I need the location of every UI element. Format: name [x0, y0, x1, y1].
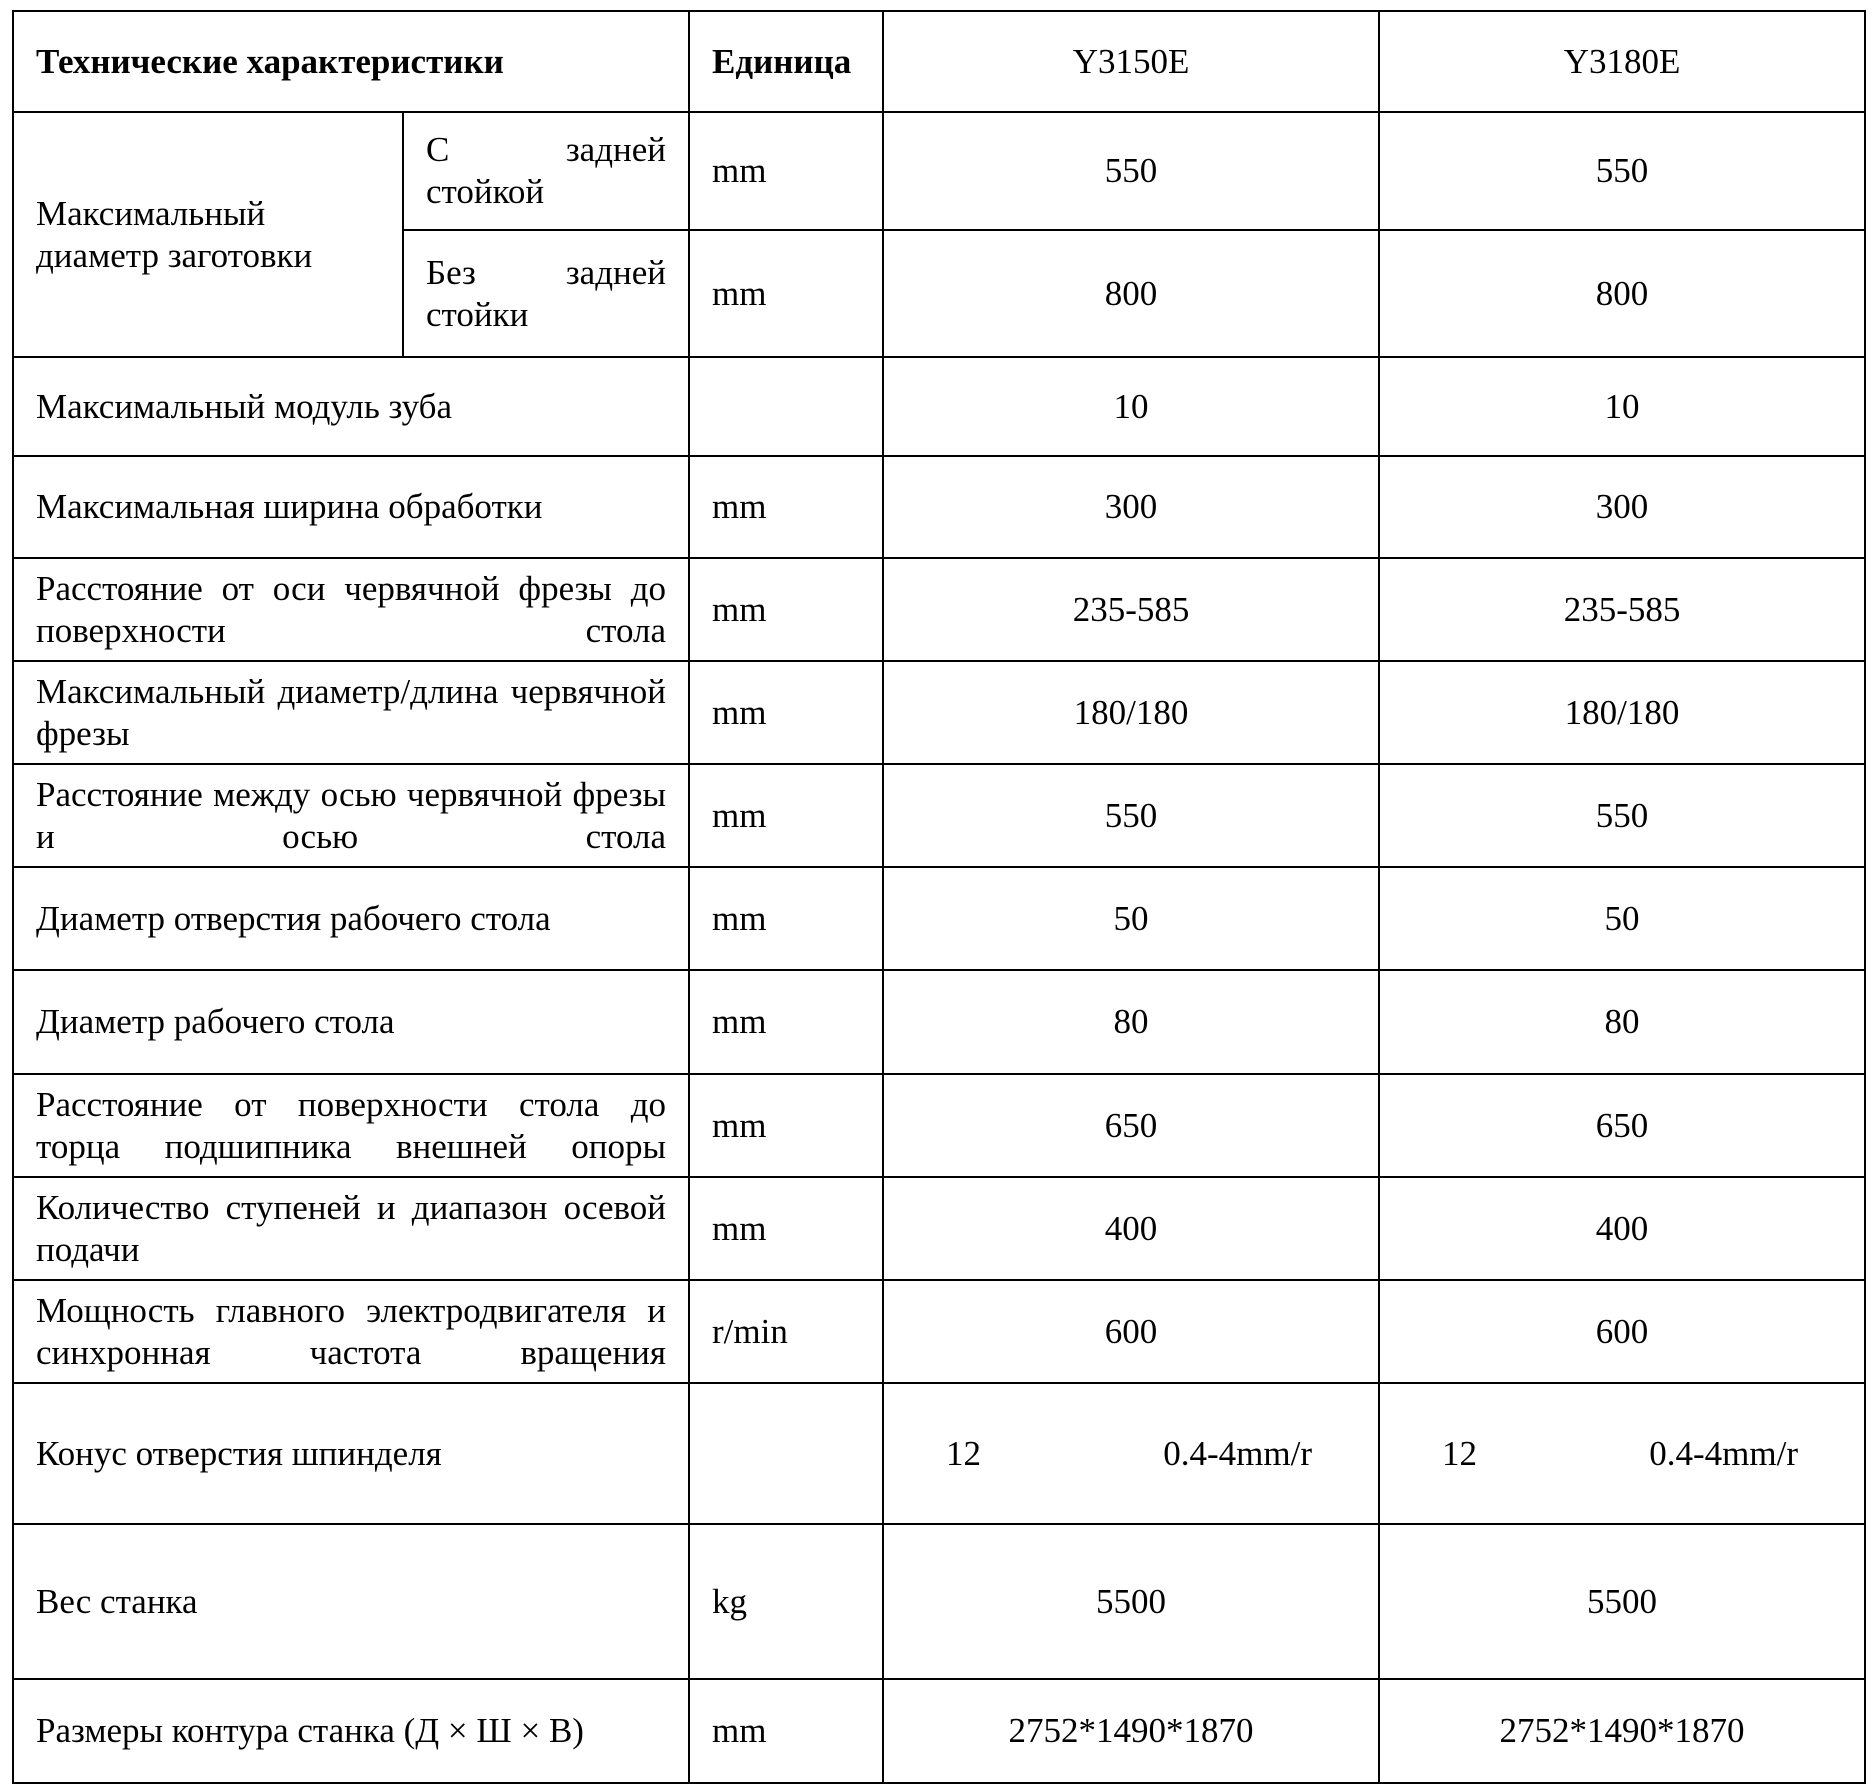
- row-label: Размеры контура станка (Д × Ш × В): [13, 1679, 689, 1783]
- row-unit: mm: [689, 970, 883, 1074]
- header-unit: Единица: [689, 11, 883, 112]
- row-value-model-2: 550: [1379, 764, 1865, 867]
- row-label: Диаметр рабочего стола: [13, 970, 689, 1074]
- row-value-model-2: 650: [1379, 1074, 1865, 1177]
- table-row: [13, 112, 1865, 230]
- row-value-model-2: 80: [1379, 970, 1865, 1074]
- row-value-model-2: 5500: [1379, 1524, 1865, 1679]
- row-value-model-1: 50: [883, 867, 1379, 970]
- table-row: [13, 357, 1865, 456]
- row-unit: kg: [689, 1524, 883, 1679]
- table-row: [13, 867, 1865, 970]
- feed-steps-value: 12: [1442, 1433, 1478, 1473]
- table-row: [13, 558, 1865, 661]
- row-value-model-2: 550: [1379, 112, 1865, 230]
- row-unit: mm: [689, 558, 883, 661]
- table-row: [13, 661, 1865, 764]
- row-value-model-2: [1379, 1383, 1865, 1524]
- row-unit: mm: [689, 867, 883, 970]
- row-value-model-2: 235-585: [1379, 558, 1865, 661]
- row-label: Расстояние от поверхности стола до торца подшипника внешней опоры: [13, 1074, 689, 1177]
- row-label: Расстояние между осью червячной фрезы и осью стола: [13, 764, 689, 867]
- row-unit: r/min: [689, 1280, 883, 1383]
- row-label: Диаметр отверстия рабочего стола: [13, 867, 689, 970]
- row-value-model-1: 650: [883, 1074, 1379, 1177]
- row-value-model-1: 550: [883, 112, 1379, 230]
- row-value-model-1: 800: [883, 230, 1379, 357]
- row-value-model-1: 5500: [883, 1524, 1379, 1679]
- row-value-model-1: 300: [883, 456, 1379, 558]
- row-sub-label: С задней стойкой: [403, 112, 689, 230]
- row-unit: mm: [689, 1177, 883, 1280]
- header-row: [13, 11, 1865, 112]
- row-label: Максимальный модуль зуба: [13, 357, 689, 456]
- row-value-model-1: 400: [883, 1177, 1379, 1280]
- row-value-model-1: [883, 1383, 1379, 1524]
- row-label: Вес станка: [13, 1524, 689, 1679]
- row-value-model-1: 2752*1490*1870: [883, 1679, 1379, 1783]
- spec-table: [12, 10, 1866, 1784]
- row-sub-label: Без задней стойки: [403, 230, 689, 357]
- row-label: Количество ступеней и диапазон осевой подачи: [13, 1177, 689, 1280]
- row-unit: mm: [689, 1074, 883, 1177]
- row-group-label: Максимальный диаметр заготовки: [13, 112, 403, 357]
- table-row: [13, 1074, 1865, 1177]
- table-row: [13, 1524, 1865, 1679]
- row-value-model-2: 180/180: [1379, 661, 1865, 764]
- row-unit: mm: [689, 230, 883, 357]
- row-unit: mm: [689, 456, 883, 558]
- row-value-model-1: 235-585: [883, 558, 1379, 661]
- row-label: Максимальный диаметр/длина червячной фрезы: [13, 661, 689, 764]
- row-value-model-2: 50: [1379, 867, 1865, 970]
- feed-steps-value: 12: [946, 1433, 982, 1473]
- row-unit: [689, 1383, 883, 1524]
- row-value-model-1: 10: [883, 357, 1379, 456]
- row-value-model-1: 550: [883, 764, 1379, 867]
- row-value-model-1: 180/180: [883, 661, 1379, 764]
- feed-range-value: 0.4-4mm/r: [1163, 1433, 1313, 1473]
- header-characteristic: Технические характеристики: [13, 11, 689, 112]
- row-unit: mm: [689, 764, 883, 867]
- row-label: Максимальная ширина обработки: [13, 456, 689, 558]
- header-model-2: Y3180E: [1379, 11, 1865, 112]
- row-unit: mm: [689, 1679, 883, 1783]
- table-row: [13, 1383, 1865, 1524]
- table-row: [13, 1177, 1865, 1280]
- row-unit: mm: [689, 112, 883, 230]
- row-label: Мощность главного электродвигателя и синхронная частота вращения: [13, 1280, 689, 1383]
- header-model-1: Y3150E: [883, 11, 1379, 112]
- row-value-model-2: 400: [1379, 1177, 1865, 1280]
- row-value-model-2: 300: [1379, 456, 1865, 558]
- row-label: Расстояние от оси червячной фрезы до поверхности стола: [13, 558, 689, 661]
- row-unit: [689, 357, 883, 456]
- row-value-model-2: 10: [1379, 357, 1865, 456]
- row-value-model-2: 800: [1379, 230, 1865, 357]
- table-row: [13, 1280, 1865, 1383]
- row-value-model-1: 600: [883, 1280, 1379, 1383]
- table-row: [13, 764, 1865, 867]
- row-value-model-2: 600: [1379, 1280, 1865, 1383]
- row-value-model-1: 80: [883, 970, 1379, 1074]
- table-row: [13, 970, 1865, 1074]
- table-row: [13, 456, 1865, 558]
- row-label: Конус отверстия шпинделя: [13, 1383, 689, 1524]
- table-row: [13, 1679, 1865, 1783]
- feed-range-value: 0.4-4mm/r: [1649, 1433, 1799, 1473]
- row-value-model-2: 2752*1490*1870: [1379, 1679, 1865, 1783]
- row-unit: mm: [689, 661, 883, 764]
